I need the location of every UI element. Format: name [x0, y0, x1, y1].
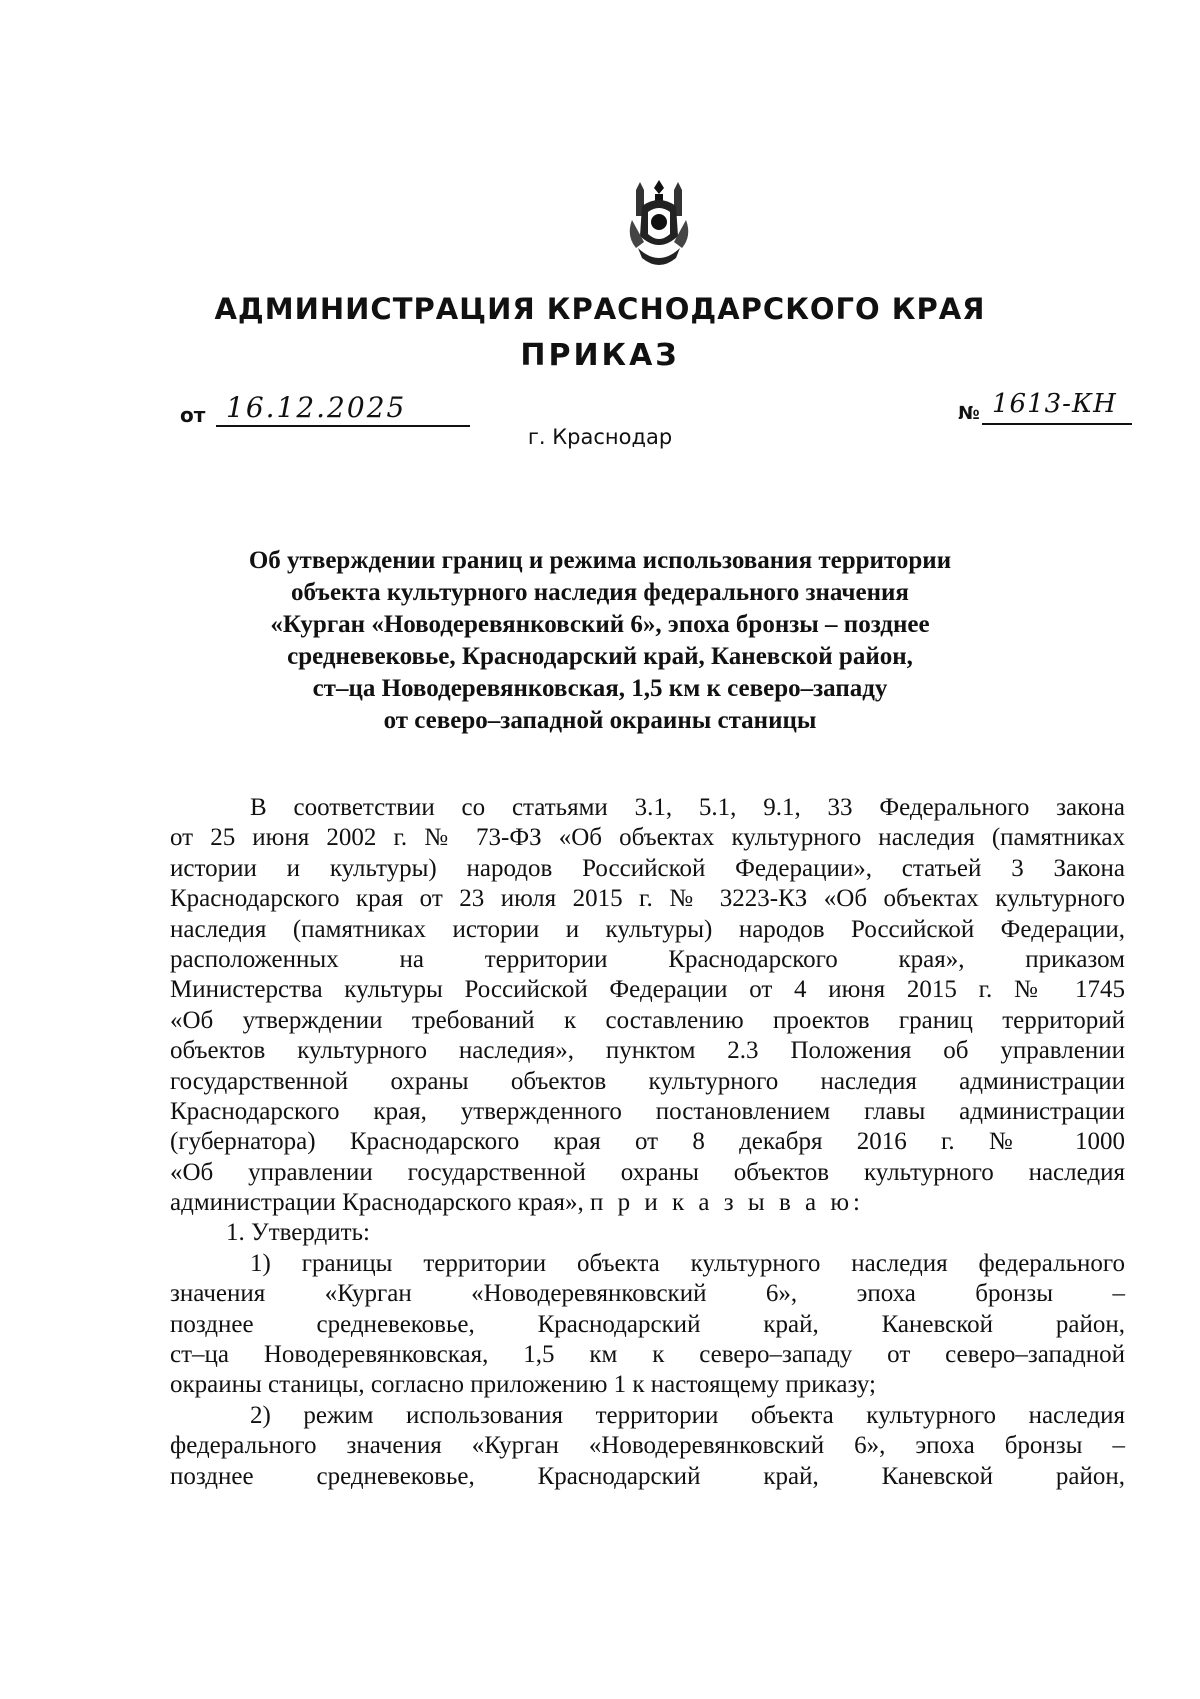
paragraph-line: В соответствии со статьями 3.1, 5.1, 9.1, 33 Федерального закона — [250, 794, 1125, 821]
paragraph-line: объектов культурного наследия», пунктом 2.3 Положения об управлении — [170, 1037, 1125, 1065]
subject-line: Об утверждении границ и режима использования территории — [248, 547, 952, 574]
paragraph-line: от 25 июня 2002 г. № 73-ФЗ «Об объектах культурного наследия (памятниках — [170, 824, 1125, 852]
organization-title: АДМИНИСТРАЦИЯ КРАСНОДАРСКОГО КРАЯ — [214, 292, 986, 326]
paragraph-line: Министерства культуры Российской Федерации от 4 июня 2015 г. № 1745 — [170, 976, 1125, 1004]
paragraph-line: (губернатора) Краснодарского края от 8 декабря 2016 г. № 1000 — [170, 1128, 1125, 1156]
item-1: 1. Утвердить: — [226, 1219, 370, 1247]
paragraph-line: Краснодарского края от 23 июля 2015 г. № 3223-КЗ «Об объектах культурного — [170, 885, 1125, 913]
date-prefix: от — [180, 403, 206, 427]
subject-line: средневековье, Краснодарский край, Каневской район, — [287, 643, 913, 670]
item-1-2-line: 2) режим использования территории объекта культурного наследия — [250, 1401, 1125, 1429]
date-value: 16.12.2025 — [216, 391, 470, 427]
item-1-2-line: позднее средневековье, Краснодарский край, Каневской район, — [170, 1462, 1125, 1490]
item-1-1-line: 1) границы территории объекта культурного наследия федерального — [250, 1249, 1125, 1277]
item-1-1-line: окраины станицы, согласно приложению 1 к настоящему приказу; — [170, 1371, 876, 1399]
order-word: п р и к а з ы в а ю: — [590, 1189, 864, 1217]
subject-line: от северо–западной окраины станицы — [383, 707, 817, 734]
paragraph-line: «Об управлении государственной охраны объектов культурного наследия — [170, 1158, 1125, 1186]
subject-line: «Курган «Новодеревянковский 6», эпоха бронзы – позднее — [270, 611, 930, 638]
paragraph-line: истории и культуры) народов Российской Федерации», статьей 3 Закона — [170, 854, 1125, 882]
coat-of-arms-icon — [622, 176, 696, 272]
paragraph-line: «Об утверждении требований к составлению проектов границ территорий — [170, 1006, 1125, 1034]
document-type: ПРИКАЗ — [520, 338, 680, 373]
item-1-2-line: федерального значения «Курган «Новодеревянковский 6», эпоха бронзы – — [170, 1432, 1125, 1460]
paragraph-closing-line — [170, 1188, 1125, 1218]
paragraph-line: расположенных на территории Краснодарского края», приказом — [170, 945, 1125, 973]
number-field — [958, 389, 1138, 433]
subject-line: ст–ца Новодеревянковская, 1,5 км к северо–западу — [312, 675, 888, 702]
closing-text: администрации Краснодарского края», — [170, 1189, 584, 1217]
item-1-1-line: позднее средневековье, Краснодарский край, Каневской район, — [170, 1310, 1125, 1338]
paragraph-line: Краснодарского края, утвержденного постановлением главы администрации — [170, 1097, 1125, 1125]
document-body — [170, 793, 1125, 1492]
paragraph-line: государственной охраны объектов культурного наследия администрации — [170, 1067, 1125, 1095]
item-1-1-line: значения «Курган «Новодеревянковский 6», эпоха бронзы – — [170, 1280, 1125, 1308]
subject-line: объекта культурного наследия федерального значения — [291, 579, 909, 606]
number-value: 1613-КН — [982, 389, 1132, 425]
city: г. Краснодар — [527, 425, 673, 449]
number-prefix: № — [958, 403, 980, 424]
document-subject — [200, 545, 1000, 737]
paragraph-line: наследия (памятниках истории и культуры) народов Российской Федерации, — [170, 915, 1125, 943]
item-1-1-line: ст–ца Новодеревянковская, 1,5 км к северо–западу от северо–западной — [170, 1341, 1125, 1369]
